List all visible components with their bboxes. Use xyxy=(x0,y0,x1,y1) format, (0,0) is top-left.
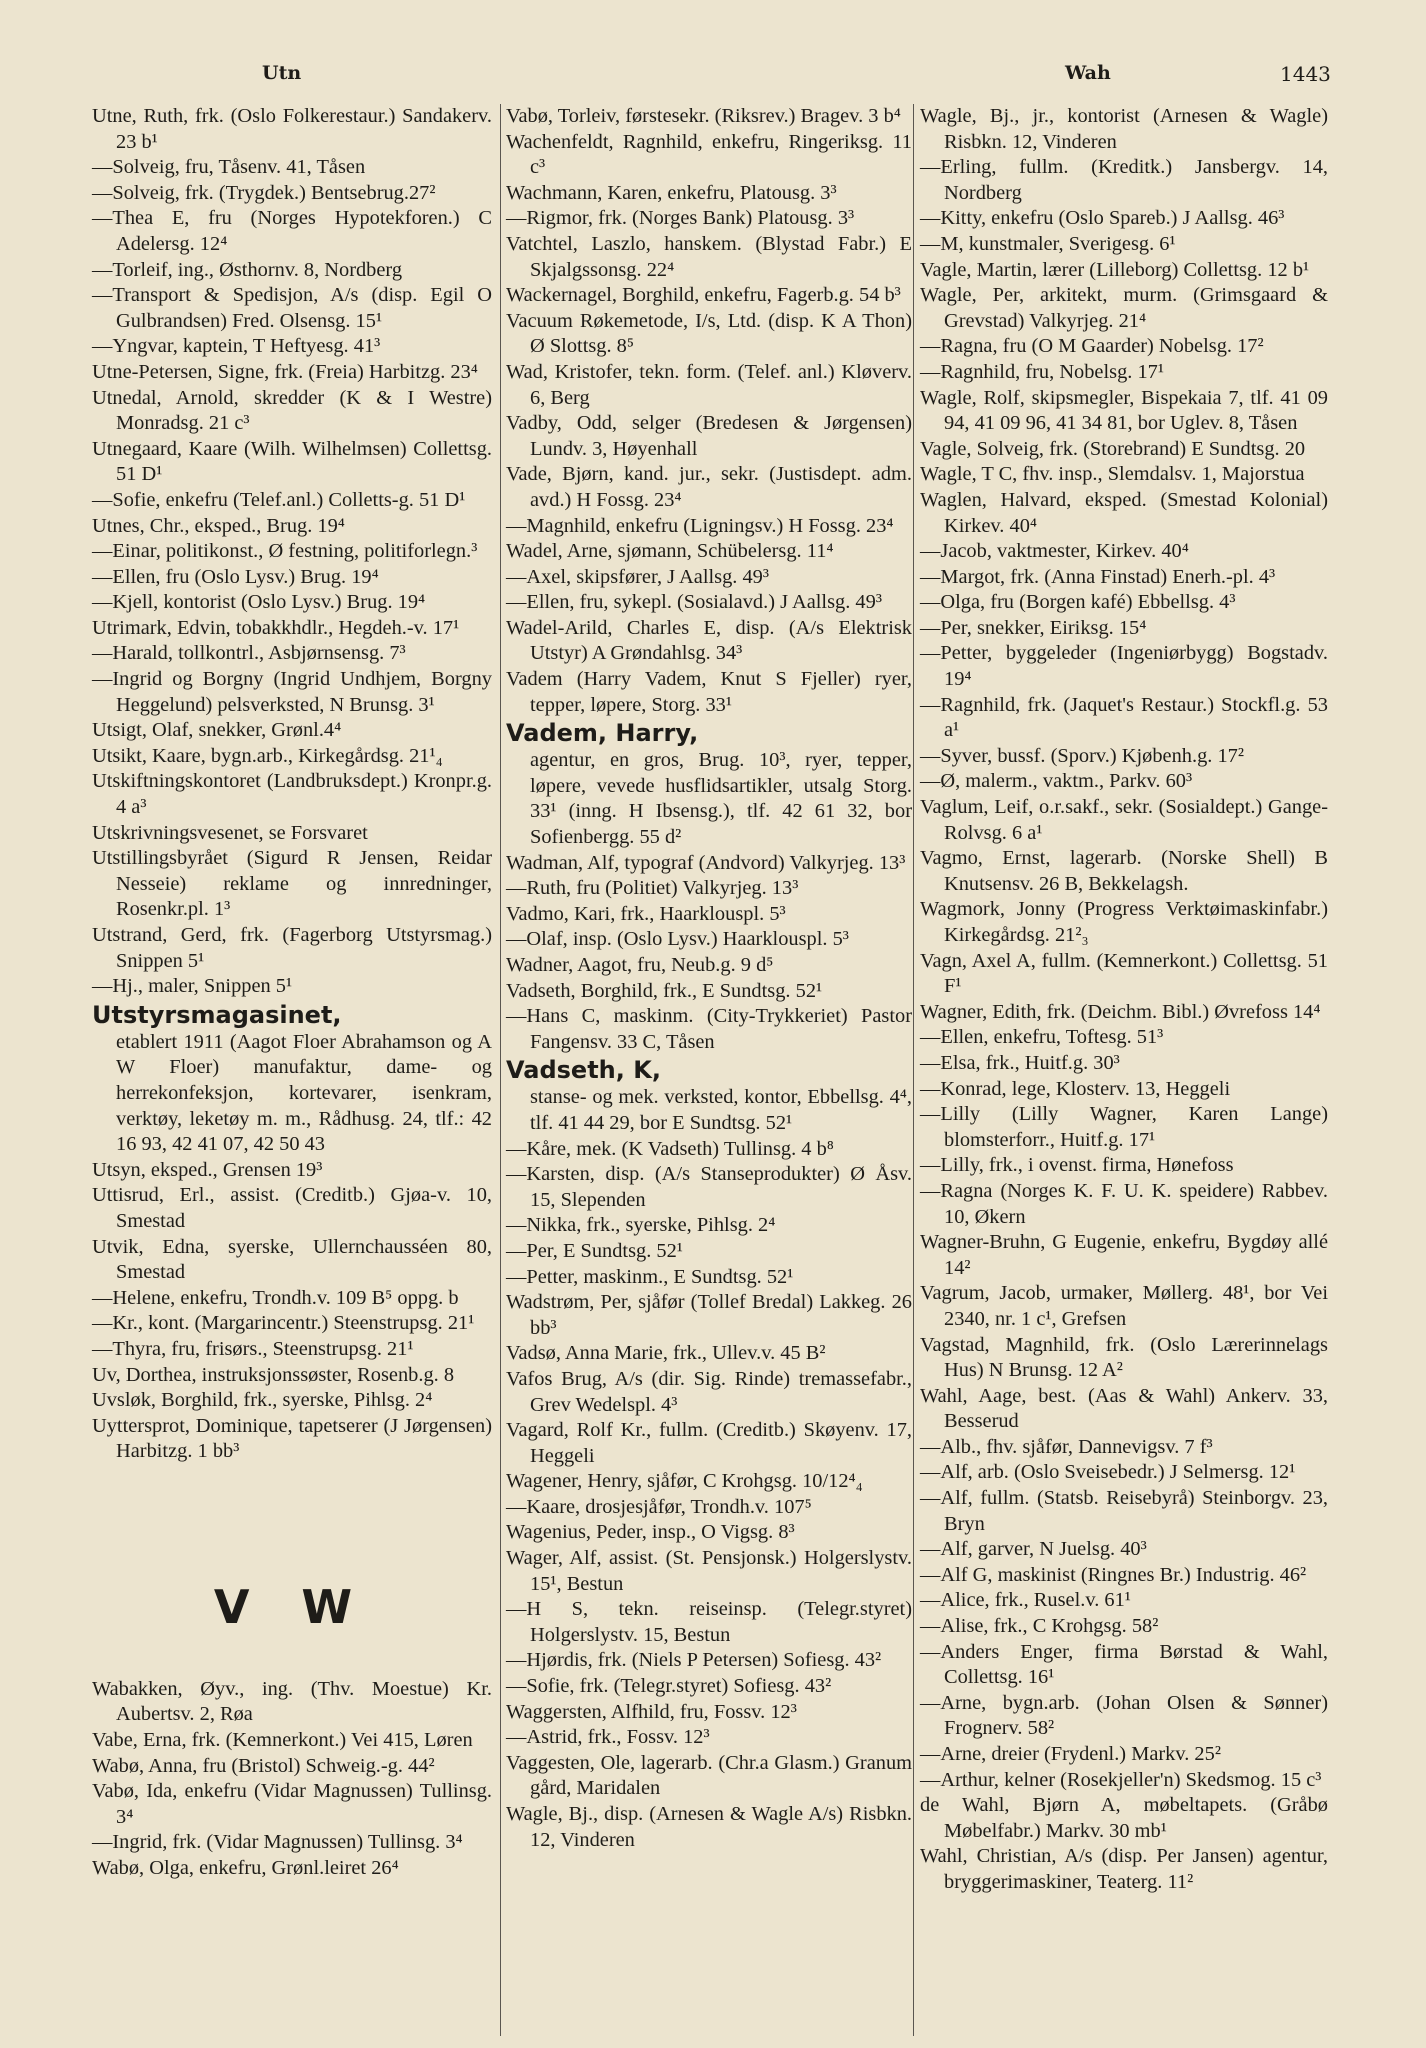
directory-entry: Vadem (Harry Vadem, Knut S Fjeller) ryer, tepper, løpere, Storg. 33¹ xyxy=(506,668,912,716)
directory-entry: Wagmork, Jonny (Progress Verktøimaskinfabr.) Kirkegårdsg. 21²₃ xyxy=(920,898,1328,946)
directory-entry: —Kjell, kontorist (Oslo Lysv.) Brug. 19⁴ xyxy=(92,591,426,614)
directory-entry: Wahl, Christian, A/s (disp. Per Jansen) agentur, bryggerimaskiner, Teaterg. 11² xyxy=(920,1845,1328,1893)
page-number: 1443 xyxy=(1280,62,1331,86)
directory-entry: Utstrand, Gerd, frk. (Fagerborg Utstyrsmag.) Snippen 5¹ xyxy=(92,924,492,972)
directory-entry: —Ingrid, frk. (Vidar Magnussen) Tullinsg. 3⁴ xyxy=(92,1831,463,1854)
directory-entry: Wagle, T C, fhv. insp., Slemdalsv. 1, Majorstua xyxy=(920,463,1305,486)
directory-entry: Utne-Petersen, Signe, frk. (Freia) Harbitzg. 23⁴ xyxy=(92,360,478,383)
directory-entry: Wabø, Anna, fru (Bristol) Schweig.-g. 44² xyxy=(92,1754,435,1777)
directory-entry: —Konrad, lege, Klosterv. 13, Heggeli xyxy=(920,1077,1231,1100)
directory-entry: —Magnhild, enkefru (Ligningsv.) H Fossg. 23⁴ xyxy=(506,514,894,537)
directory-entry: Vade, Bjørn, kand. jur., sekr. (Justisdept. adm. avd.) H Fossg. 23⁴ xyxy=(506,463,912,511)
featured-entry-body: stanse- og mek. verksted, kontor, Ebbellsg. 4⁴, tlf. 41 44 29, bor E Sundtsg. 52¹ xyxy=(530,1086,912,1134)
directory-entry: —Olaf, insp. (Oslo Lysv.) Haarklouspl. 5³ xyxy=(506,928,849,951)
directory-entry: —Ellen, fru, sykepl. (Sosialavd.) J Aallsg. 49³ xyxy=(506,591,882,614)
directory-entry: —Kitty, enkefru (Oslo Spareb.) J Aallsg. 46³ xyxy=(920,207,1285,230)
directory-entry: —Ragna, fru (O M Gaarder) Nobelsg. 17² xyxy=(920,335,1264,358)
featured-entry-heading: Utstyrsmagasinet, xyxy=(92,1000,342,1029)
directory-entry: Wabakken, Øyv., ing. (Thv. Moestue) Kr. Aubertsv. 2, Røa xyxy=(92,1677,492,1726)
directory-entry: Wadman, Alf, typograf (Andvord) Valkyrjeg. 13³ xyxy=(506,851,906,874)
directory-entry: —Nikka, frk., syerske, Pihlsg. 2⁴ xyxy=(506,1214,776,1237)
directory-entry: Wagle, Rolf, skipsmegler, Bispekaia 7, tlf. 41 09 94, 41 09 96, 41 34 81, bor Uglev. 8, Tåsen xyxy=(920,386,1328,435)
directory-entry: —Harald, tollkontrl., Asbjørnsensg. 7³ xyxy=(92,642,406,665)
directory-entry: Wager, Alf, assist. (St. Pensjonsk.) Holgerslystv. 15¹, Bestun xyxy=(506,1547,912,1595)
directory-entry: —Ruth, fru (Politiet) Valkyrjeg. 13³ xyxy=(506,877,799,900)
directory-entry: —Helene, enkefru, Trondh.v. 109 B⁵ oppg. b xyxy=(92,1286,459,1309)
directory-entry: Vagle, Solveig, frk. (Storebrand) E Sundtsg. 20 xyxy=(920,437,1306,460)
column-divider xyxy=(913,104,914,2036)
directory-entry: —Ellen, enkefru, Toftesg. 51³ xyxy=(920,1026,1164,1049)
directory-entry: —Kåre, mek. (K Vadseth) Tullinsg. 4 b⁸ xyxy=(506,1137,834,1160)
directory-entry: Wachmann, Karen, enkefru, Platousg. 3³ xyxy=(506,181,837,204)
directory-entry: —Olga, fru (Borgen kafé) Ebbellsg. 4³ xyxy=(920,591,1236,614)
directory-entry: Vadseth, Borghild, frk., E Sundtsg. 52¹ xyxy=(506,979,823,1002)
directory-entry: —Solveig, frk. (Trygdek.) Bentsebrug.27² xyxy=(92,181,436,204)
directory-entry: —Astrid, frk., Fossv. 12³ xyxy=(506,1726,710,1749)
directory-entry: —Margot, frk. (Anna Finstad) Enerh.-pl. 4³ xyxy=(920,565,1276,588)
directory-entry: Wachenfeldt, Ragnhild, enkefru, Ringeriksg. 11 c³ xyxy=(506,130,912,179)
featured-entry-heading: Vadseth, K, xyxy=(506,1056,661,1085)
directory-entry: —Alice, frk., Rusel.v. 61¹ xyxy=(920,1589,1131,1612)
directory-entry: Vabø, Ida, enkefru (Vidar Magnussen) Tullinsg. 3⁴ xyxy=(92,1780,492,1828)
directory-entry: Vadmo, Kari, frk., Haarklouspl. 5³ xyxy=(506,902,786,925)
column-2 xyxy=(506,104,912,1853)
directory-entry: Wackernagel, Borghild, enkefru, Fagerb.g. 54 b³ xyxy=(506,284,901,307)
directory-entry: —Hj., maler, Snippen 5¹ xyxy=(92,975,293,998)
directory-entry: Utsikt, Kaare, bygn.arb., Kirkegårdsg. 21¹₄ xyxy=(92,744,443,767)
directory-entry: Wagner-Bruhn, G Eugenie, enkefru, Bygdøy allé 14² xyxy=(920,1231,1328,1279)
directory-entry: Utne, Ruth, frk. (Oslo Folkerestaur.) Sandakerv. 23 b¹ xyxy=(92,105,492,153)
directory-entry: Uv, Dorthea, instruksjonssøster, Rosenb.g. 8 xyxy=(92,1363,455,1386)
directory-entry: —Petter, byggeleder (Ingeniørbygg) Bogstadv. 19⁴ xyxy=(920,642,1328,691)
directory-entry: Wagner, Edith, frk. (Deichm. Bibl.) Øvrefoss 14⁴ xyxy=(920,1000,1321,1023)
directory-entry: —Ellen, fru (Oslo Lysv.) Brug. 19⁴ xyxy=(92,565,379,588)
directory-entry: —Jacob, vaktmester, Kirkev. 40⁴ xyxy=(920,540,1189,563)
directory-entry: —Axel, skipsfører, J Aallsg. 49³ xyxy=(506,565,769,588)
directory-entry: —Solveig, fru, Tåsenv. 41, Tåsen xyxy=(92,156,366,179)
directory-entry: —Karsten, disp. (A/s Stanseprodukter) Ø Åsv. 15, Slependen xyxy=(506,1163,912,1211)
directory-entry: —Arne, bygn.arb. (Johan Olsen & Sønner) Frognerv. 58² xyxy=(920,1691,1328,1740)
directory-entry: —Alf, arb. (Oslo Sveisebedr.) J Selmersg. 12¹ xyxy=(920,1461,1296,1484)
directory-entry: Uvsløk, Borghild, frk., syerske, Pihlsg. 2⁴ xyxy=(92,1389,433,1412)
directory-entry: —Sofie, enkefru (Telef.anl.) Colletts-g. 51 D¹ xyxy=(92,488,466,511)
directory-entry: Utvik, Edna, syerske, Ullernchausséen 80, Smestad xyxy=(92,1235,492,1284)
directory-entry: —Alise, frk., C Krohgsg. 58² xyxy=(920,1615,1159,1638)
directory-entry: Vagrum, Jacob, urmaker, Møllerg. 48¹, bor Vei 2340, nr. 1 c¹, Grefsen xyxy=(920,1282,1328,1330)
column-3 xyxy=(920,104,1328,1896)
running-head-right: Wah xyxy=(1065,62,1111,84)
directory-entry: Vatchtel, Laszlo, hanskem. (Blystad Fabr.) E Skjalgssonsg. 22⁴ xyxy=(506,232,912,281)
directory-entry: —Ø, malerm., vaktm., Parkv. 60³ xyxy=(920,770,1193,793)
directory-entry: Wabø, Olga, enkefru, Grønl.leiret 26⁴ xyxy=(92,1857,399,1880)
directory-entry: Wadel-Arild, Charles E, disp. (A/s Elektrisk Utstyr) A Grøndahlsg. 34³ xyxy=(506,616,912,665)
directory-entry: Utnegaard, Kaare (Wilh. Wilhelmsen) Collettsg. 51 D¹ xyxy=(92,437,492,486)
directory-entry: —Einar, politikonst., Ø festning, politiforlegn.³ xyxy=(92,540,478,563)
directory-entry: Utsigt, Olaf, snekker, Grønl.4⁴ xyxy=(92,719,342,742)
directory-entry: —H S, tekn. reiseinsp. (Telegr.styret) Holgerslystv. 15, Bestun xyxy=(506,1598,912,1646)
directory-entry: Utskrivningsvesenet, se Forsvaret xyxy=(92,821,368,844)
directory-entry: —Per, E Sundtsg. 52¹ xyxy=(506,1239,683,1262)
directory-entry: —Kr., kont. (Margarincentr.) Steenstrupsg. 21¹ xyxy=(92,1312,475,1335)
directory-entry: —Alf, fullm. (Statsb. Reisebyrå) Steinborgv. 23, Bryn xyxy=(920,1487,1328,1535)
featured-entry-heading: Vadem, Harry, xyxy=(506,719,699,748)
directory-entry: Vafos Brug, A/s (dir. Sig. Rinde) tremassefabr., Grev Wedelspl. 4³ xyxy=(506,1367,912,1416)
section-letters: V W xyxy=(213,1579,371,1634)
directory-entry: —Thea E, fru (Norges Hypotekforen.) C Adelersg. 12⁴ xyxy=(92,207,492,255)
featured-entry-body: agentur, en gros, Brug. 10³, ryer, tepper, løpere, vevede husflidsartikler, utsalg Storg. 33¹ (inng. H Ibsensg.), tlf. 42 61 32, bor Sofienbergg. 55 d² xyxy=(530,749,912,849)
directory-entry: Utrimark, Edvin, tobakkhdlr., Hegdeh.-v. 17¹ xyxy=(92,616,460,639)
directory-entry: —Thyra, fru, frisørs., Steenstrupsg. 21¹ xyxy=(92,1337,414,1360)
directory-entry: Wad, Kristofer, tekn. form. (Telef. anl.) Kløverv. 6, Berg xyxy=(506,360,912,409)
directory-entry: —Lilly, frk., i ovenst. firma, Hønefoss xyxy=(920,1154,1234,1177)
directory-entry: Wadner, Aagot, fru, Neub.g. 9 d⁵ xyxy=(506,954,774,976)
directory-entry: —Erling, fullm. (Kreditk.) Jansbergv. 14, Nordberg xyxy=(920,156,1328,204)
directory-entry: —Per, snekker, Eiriksg. 15⁴ xyxy=(920,616,1147,639)
directory-entry: Utnes, Chr., eksped., Brug. 19⁴ xyxy=(92,514,345,537)
directory-entry: Uyttersprot, Dominique, tapetserer (J Jørgensen) Harbitzg. 1 bb³ xyxy=(92,1414,492,1463)
directory-entry: de Wahl, Bjørn A, møbeltapets. (Gråbø Møbelfabr.) Markv. 30 mb¹ xyxy=(920,1794,1328,1842)
directory-entry: —Lilly (Lilly Wagner, Karen Lange) blomsterforr., Huitf.g. 17¹ xyxy=(920,1103,1328,1151)
directory-entry: Utsyn, eksped., Grensen 19³ xyxy=(92,1158,323,1181)
directory-entry: —M, kunstmaler, Sverigesg. 6¹ xyxy=(920,232,1176,255)
directory-entry: Uttisrud, Erl., assist. (Creditb.) Gjøa-v. 10, Smestad xyxy=(92,1184,492,1232)
directory-entry: —Syver, bussf. (Sporv.) Kjøbenh.g. 17² xyxy=(920,744,1244,767)
directory-entry: —Yngvar, kaptein, T Heftyesg. 41³ xyxy=(92,335,381,358)
directory-entry: —Transport & Spedisjon, A/s (disp. Egil O Gulbrandsen) Fred. Olsensg. 15¹ xyxy=(92,284,492,332)
directory-entry: —Alb., fhv. sjåfør, Dannevigsv. 7 f³ xyxy=(920,1435,1213,1458)
directory-entry: —Arne, dreier (Frydenl.) Markv. 25² xyxy=(920,1743,1221,1765)
directory-entry: Waggersten, Alfhild, fru, Fossv. 12³ xyxy=(506,1700,797,1723)
directory-entry: —Ragnhild, frk. (Jaquet's Restaur.) Stockfl.g. 53 a¹ xyxy=(920,693,1328,742)
running-head-left: Utn xyxy=(262,62,302,84)
directory-entry: —Hjørdis, frk. (Niels P Petersen) Sofiesg. 43² xyxy=(506,1649,882,1672)
directory-entry: Utskiftningskontoret (Landbruksdept.) Kronpr.g. 4 a³ xyxy=(92,770,492,819)
directory-entry: Vabø, Torleiv, førstesekr. (Riksrev.) Bragev. 3 b⁴ xyxy=(506,105,901,127)
directory-entry: Wagenius, Peder, insp., O Vigsg. 8³ xyxy=(506,1521,795,1544)
directory-entry: Vagn, Axel A, fullm. (Kemnerkont.) Collettsg. 51 F¹ xyxy=(920,949,1328,998)
directory-entry: —Petter, maskinm., E Sundtsg. 52¹ xyxy=(506,1265,794,1288)
directory-entry: Vagard, Rolf Kr., fullm. (Creditb.) Skøyenv. 17, Heggeli xyxy=(506,1419,912,1467)
directory-entry: Wagle, Per, arkitekt, murm. (Grimsgaard & Grevstad) Valkyrjeg. 21⁴ xyxy=(920,284,1328,332)
directory-entry: —Arthur, kelner (Rosekjeller'n) Skedsmog. 15 c³ xyxy=(920,1768,1322,1791)
directory-entry: —Torleif, ing., Østhornv. 8, Nordberg xyxy=(92,258,403,281)
directory-entry: —Ingrid og Borgny (Ingrid Undhjem, Borgny Heggelund) pelsverksted, N Brunsg. 3¹ xyxy=(92,668,492,716)
directory-entry: —Ragna (Norges K. F. U. K. speidere) Rabbev. 10, Økern xyxy=(920,1179,1328,1228)
directory-entry: Waglen, Halvard, eksped. (Smestad Kolonial) Kirkev. 40⁴ xyxy=(920,488,1328,537)
directory-entry: Wahl, Aage, best. (Aas & Wahl) Ankerv. 33, Besserud xyxy=(920,1384,1328,1433)
directory-entry: —Elsa, frk., Huitf.g. 30³ xyxy=(920,1051,1120,1074)
directory-entry: —Kaare, drosjesjåfør, Trondh.v. 107⁵ xyxy=(506,1495,812,1518)
directory-entry: Utnedal, Arnold, skredder (K & I Westre) Monradsg. 21 c³ xyxy=(92,386,492,435)
directory-entry: Vacuum Røkemetode, I/s, Ltd. (disp. K A Thon) Ø Slottsg. 8⁵ xyxy=(506,309,912,358)
directory-entry: Vaggesten, Ole, lagerarb. (Chr.a Glasm.) Granum gård, Maridalen xyxy=(506,1751,912,1800)
spacer xyxy=(92,1465,492,1535)
directory-entry: —Alf G, maskinist (Ringnes Br.) Industrig. 46² xyxy=(920,1563,1307,1586)
directory-entry: Wadel, Arne, sjømann, Schübelersg. 11⁴ xyxy=(506,540,834,563)
directory-entry: —Hans C, maskinm. (City-Trykkeriet) Pastor Fangensv. 33 C, Tåsen xyxy=(506,1005,912,1053)
directory-entry: —Anders Enger, firma Børstad & Wahl, Collettsg. 16¹ xyxy=(920,1640,1328,1689)
directory-entry: Vagstad, Magnhild, frk. (Oslo Lærerinnelags Hus) N Brunsg. 12 A² xyxy=(920,1333,1328,1382)
directory-entry: Wagle, Bj., disp. (Arnesen & Wagle A/s) Risbkn. 12, Vinderen xyxy=(506,1803,912,1851)
directory-entry: Vadsø, Anna Marie, frk., Ullev.v. 45 B² xyxy=(506,1342,826,1365)
directory-entry: Vabe, Erna, frk. (Kemnerkont.) Vei 415, Løren xyxy=(92,1729,473,1752)
directory-entry: —Ragnhild, fru, Nobelsg. 17¹ xyxy=(920,360,1164,383)
column-1 xyxy=(92,104,492,1882)
directory-entry: —Alf, garver, N Juelsg. 40³ xyxy=(920,1538,1147,1561)
directory-entry: Vadby, Odd, selger (Bredesen & Jørgensen) Lundv. 3, Høyenhall xyxy=(506,412,912,460)
directory-entry: Vagmo, Ernst, lagerarb. (Norske Shell) B Knutsensv. 26 B, Bekkelagsh. xyxy=(920,847,1328,895)
directory-entry: Wagener, Henry, sjåfør, C Krohgsg. 10/12⁴₄ xyxy=(506,1470,863,1493)
directory-entry: Wagle, Bj., jr., kontorist (Arnesen & Wagle) Risbkn. 12, Vinderen xyxy=(920,105,1328,153)
column-divider xyxy=(500,104,501,2036)
featured-entry-body: etablert 1911 (Aagot Floer Abrahamson og A W Floer) manufaktur, dame- og herrekonfeksjon, kortevarer, isenkram, verktøy, leketøy m. m., Rådhusg. 24, tlf.: 42 16 93, 42 41 07, 42 50 43 xyxy=(116,1030,492,1156)
directory-entry: —Rigmor, frk. (Norges Bank) Platousg. 3³ xyxy=(506,207,855,230)
directory-entry: —Sofie, frk. (Telegr.styret) Sofiesg. 43² xyxy=(506,1675,832,1698)
directory-entry: Vagle, Martin, lærer (Lilleborg) Collettsg. 12 b¹ xyxy=(920,258,1310,281)
directory-entry: Wadstrøm, Per, sjåfør (Tollef Bredal) Lakkeg. 26 bb³ xyxy=(506,1291,912,1339)
directory-entry: Vaglum, Leif, o.r.sakf., sekr. (Sosialdept.) Gange-Rolvsg. 6 a¹ xyxy=(920,796,1328,844)
directory-entry: Utstillingsbyrået (Sigurd R Jensen, Reidar Nesseie) reklame og innredninger, Rosenkr.pl. 1³ xyxy=(92,847,492,921)
